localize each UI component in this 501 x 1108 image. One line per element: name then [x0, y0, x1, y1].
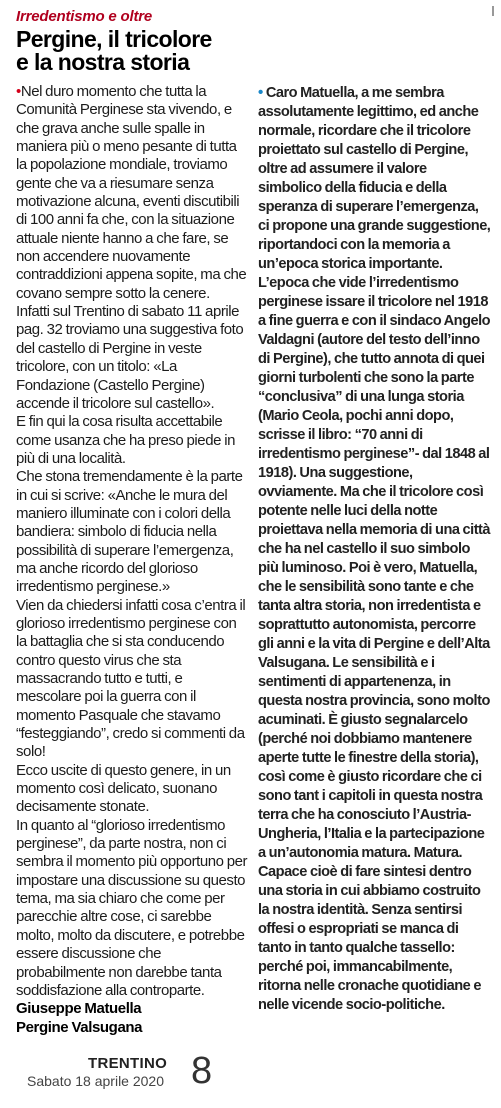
letter-paragraph: [16, 83, 248, 303]
footer-date: Sabato 18 aprile 2020: [27, 1073, 164, 1089]
letter-paragraph: Che stona tremendamente è la parte in cui si scrive: «Anche le mura del maniero illuminate con i colori della bandiera: simbolo di fiducia nella possibilità di superare l’emergenza, ma anche ricordo del glorioso irredentismo perginese.»: [16, 468, 243, 596]
reply-paragraph: [258, 83, 491, 1015]
letter-paragraph: In quanto al “glorioso irredentismo perginese”, da parte nostra, non ci sembra il momento più opportuno per impostare una discussione su questo tema, ma sia chiaro che come per parecchie altre cose, ci sarebbe molto, molto da discutere, e potrebbe essere discussione che probabilmente non darebbe tanta soddisfazione alla controparte.: [16, 816, 248, 999]
letter-paragraph: E fin qui la cosa risulta accettabile come usanza che ha preso piede in più di una località.: [16, 413, 235, 467]
letter-paragraph: Ecco uscite di questo genere, in un momento così delicato, suonano decisamente stonate.: [16, 761, 231, 816]
headline-line-2: e la nostra storia: [16, 49, 190, 75]
red-bullet-icon: •: [16, 83, 21, 100]
page-edge-mark: [492, 6, 494, 16]
blue-bullet-icon: •: [258, 84, 263, 101]
signature-name: Giuseppe Matuella: [16, 1000, 142, 1018]
article-kicker: Irredentismo e oltre: [16, 8, 153, 25]
headline-line-1: Pergine, il tricolore: [16, 26, 212, 52]
letter-paragraph: Vien da chiedersi infatti cosa c’entra il glorioso irredentismo perginese con la battaglia che si sta conducendo contro questo virus che sta massacrando tutto e tutti, e mescolare poi la guerra con il momento Pasquale che stavamo “festeggiando”, credo si commenti da solo!: [16, 596, 246, 761]
reply-text: Caro Matuella, a me sembra assolutamente legittimo, ed anche normale, ricordare che il tricolore proiettato sul castello di Pergine, oltre ad assumere il valore simbolico della fiducia e della speranza di superare l’emergenza, ci propone una grande suggestione, riportandoci con la memoria a un’epoca storica importante. L’epoca che vide l’irredentismo perginese issare il tricolore nel 1918 a fine guerra e con il sindaco Angelo Valdagni (autore del testo dell’inno di Pergine), che tutto annota di quei giorni turbolenti che sono la parte “conclusiva” di una lunga storia (Mario Ceola, pochi anni dopo, scrisse il libro: “70 anni di irredentismo perginese”- dal 1848 al 1918). Una suggestione, ovviamente. Ma che il tricolore così potente nelle luci della notte proiettava nella memoria di una città che ha nel castello il suo simbolo più luminoso. Poi è vero, Matuella, che le sensibilità sono tante e che tanta altra storia, non irredentista e soprattutto autonomista, percorre gli anni e la vita di Pergine e dell’Alta Valsugana. Le sensibilità e i sentimenti di appartenenza, in questa nostra provincia, sono molto acuminati. È giusto segnalarcelo (perché noi dobbiamo mantenere aperte tutte le finestre della storia), così come è giusto ricordare che ci sono tant i capitoli in questa nostra terra che ha conosciuto l’Austria-Ungheria, l’Italia e la partecipazione a un’autonomia matura. Matura. Capace cioè di fare sintesi dentro una storia in cui abbiamo costruito la nostra identità. Senza sentirsi offesi o espropriati se manca di tanto in tanto qualche tassello: perché poi, immancabilmente, ritorna nelle cronache quotidiane e nelle vicende socio-politiche.: [258, 85, 491, 1013]
letter-column: [16, 83, 248, 1037]
signature-place: Pergine Valsugana: [16, 1018, 143, 1036]
letter-paragraph-text: Nel duro momento che tutta la Comunità Perginese sta vivendo, e che grava anche sulle spalle in maniera più o meno pesante di tutta la popolazione mondiale, troviamo gente che va a riesumare senza motivazione alcuna, eventi discutibili di 100 anni fa che, con la situazione attuale niente hanno a che fare, se non accendere nuovamente contraddizioni appena sopite, ma che covano sempre sotto la cenere.: [16, 83, 247, 302]
footer-newspaper-name: TRENTINO: [88, 1055, 168, 1072]
article-headline: [16, 28, 276, 74]
reply-column: [258, 83, 491, 1015]
letter-paragraph: Infatti sul Trentino di sabato 11 aprile pag. 32 troviamo una suggestiva foto del castello di Pergine in veste tricolore, con un titolo: «La Fondazione (Castello Pergine) accende il tricolore sul castello».: [16, 303, 244, 412]
footer-page-number: 8: [191, 1050, 213, 1092]
